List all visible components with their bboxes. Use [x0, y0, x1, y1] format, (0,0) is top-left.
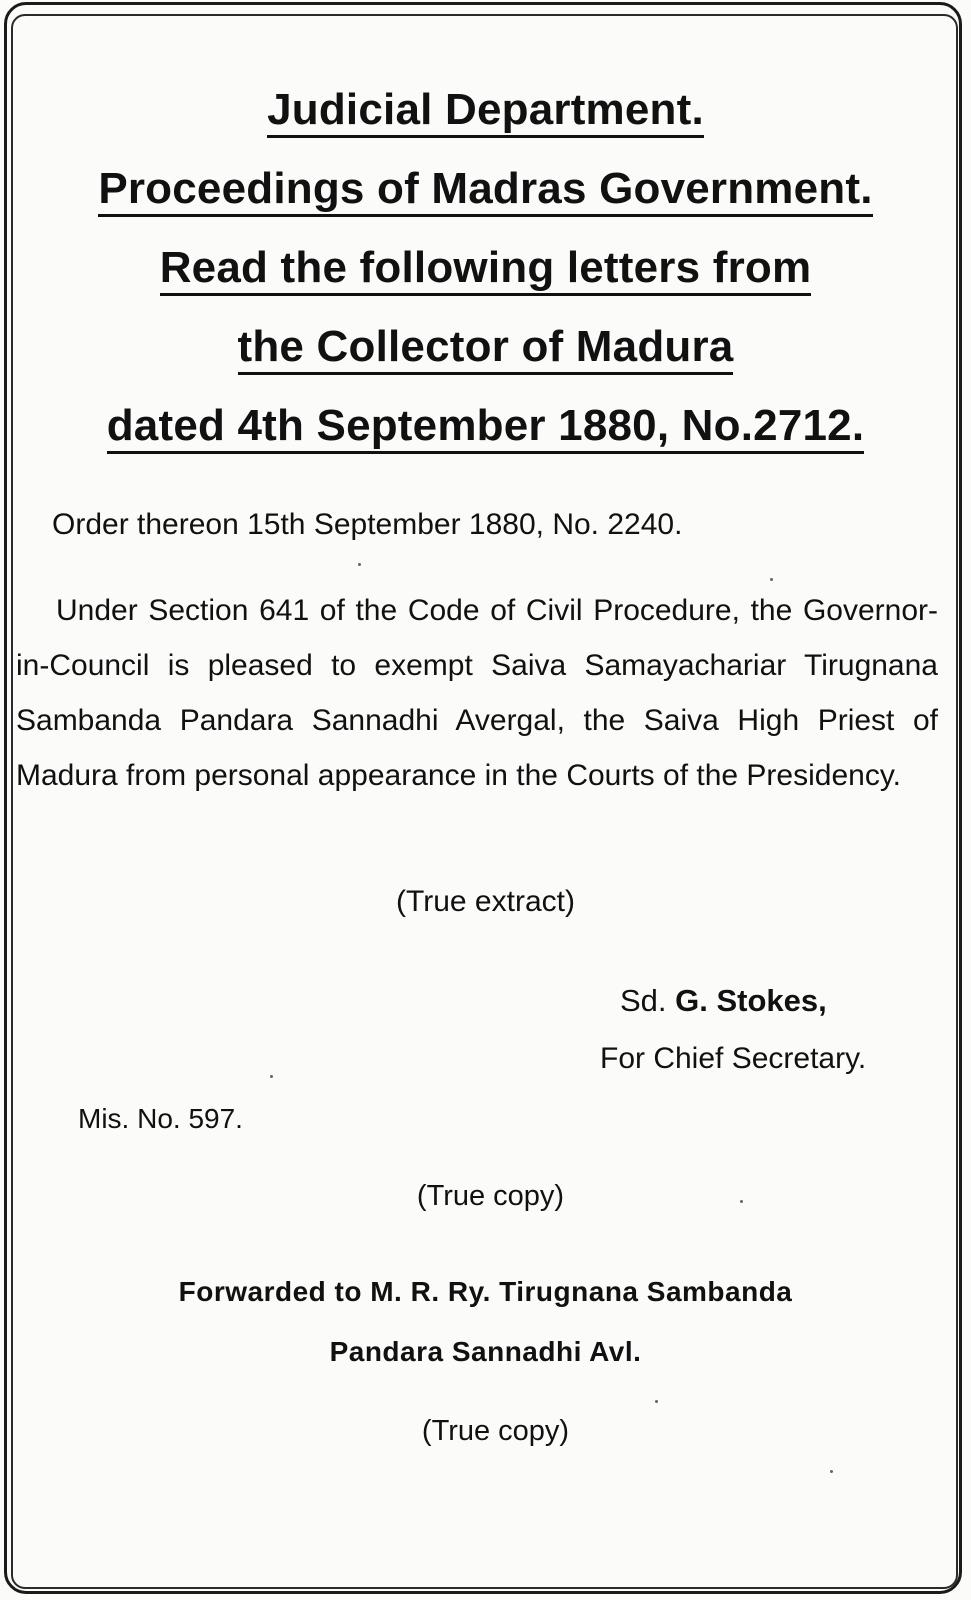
heading-line-date: dated 4th September 1880, No.2712. — [0, 386, 971, 465]
heading-line-proceedings: Proceedings of Madras Government. — [0, 149, 971, 228]
signature-prefix: Sd. — [620, 983, 667, 1018]
forwarded-line-2: Pandara Sannadhi Avl. — [329, 1336, 642, 1367]
paper-speck — [270, 1075, 273, 1078]
heading-line-department: Judicial Department. — [0, 70, 971, 149]
paper-speck — [830, 1470, 833, 1473]
true-copy-label-1: (True copy) — [416, 1180, 565, 1212]
signature-title: For Chief Secretary. — [600, 1042, 867, 1075]
heading-line-read-letters: Read the following letters from — [0, 228, 971, 307]
body-text: Under Section 641 of the Code of Civil Procedure, the Governor-in-Council is pleased to exempt Saiva Samayachariar Tirugnana Sambanda Pandara Sannadhi Avergal, the Saiva High Priest of Madura from personal appearance in the Courts of the Presidency. — [16, 594, 938, 792]
document-heading — [0, 70, 971, 465]
body-paragraph — [16, 583, 938, 803]
paper-speck — [740, 1200, 743, 1203]
true-copy-label-2: (True copy) — [421, 1415, 570, 1447]
paper-speck — [655, 1400, 658, 1403]
forwarded-line-1: Forwarded to M. R. Ry. Tirugnana Sambanda — [178, 1276, 793, 1307]
mis-number: Mis. No. 597. — [78, 1103, 243, 1134]
true-extract-label: (True extract) — [396, 885, 575, 918]
signature-line — [620, 983, 827, 1019]
paper-speck — [358, 563, 361, 566]
forwarded-note — [0, 1262, 971, 1382]
signature-name: G. Stokes, — [675, 983, 827, 1018]
heading-line-collector: the Collector of Madura — [0, 307, 971, 386]
order-reference: Order thereon 15th September 1880, No. 2240. — [52, 508, 683, 541]
paper-speck — [770, 578, 773, 581]
